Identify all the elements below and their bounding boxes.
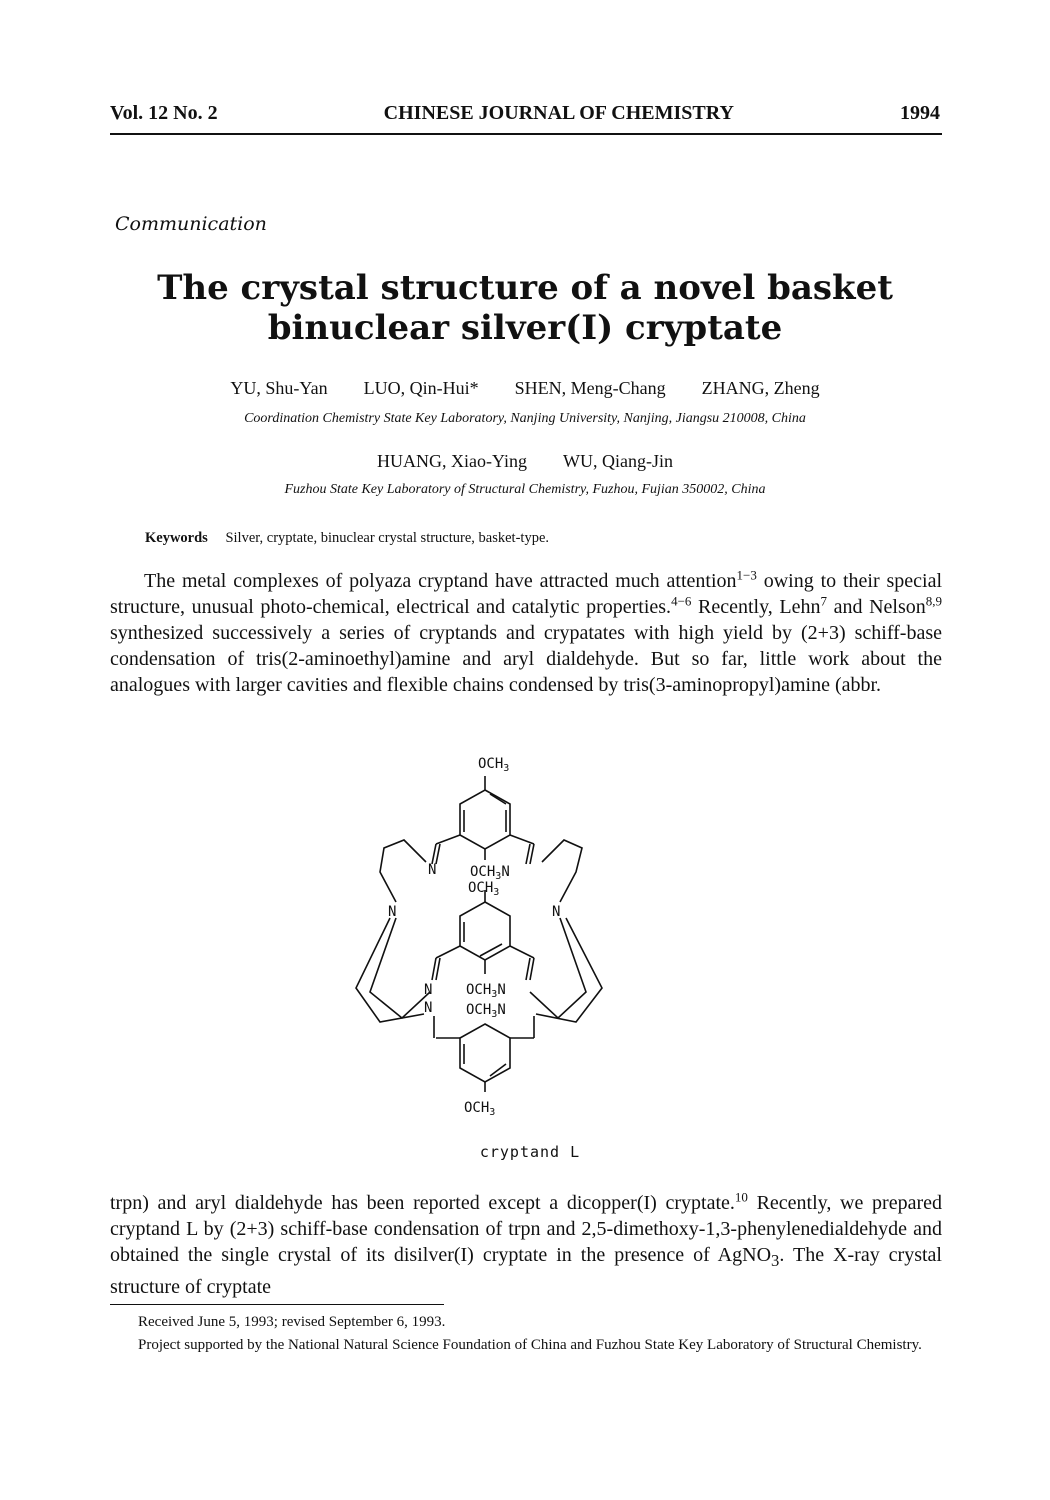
text-run: Recently, we prepared cryptand L by (2+3) schiff-base condensation of trpn and 2,5-dimethoxy-1,3-phenylenedialdehyde and obtained the single crystal of its disilver(I) cryptate in the presence of AgNO <box>110 1192 942 1266</box>
nitrogen-label: N <box>552 904 561 920</box>
nitrogen-label: N <box>424 1000 433 1016</box>
methoxy-label: $OCH_3N$ <box>466 1002 506 1020</box>
author-list-1 <box>110 378 940 399</box>
title-line-1: The crystal structure of a novel basket <box>157 268 893 308</box>
citation-ref: 1−3 <box>736 567 757 583</box>
citation-ref: 8,9 <box>925 593 942 609</box>
author-name: YU, Shu-Yan <box>230 378 328 398</box>
funding-note: Project supported by the National Natural Science Foundation of China and Fuzhou State Key Laboratory of Structural Chemistry. <box>138 1337 922 1353</box>
keywords <box>145 530 549 547</box>
title-line-2: binuclear silver(I) cryptate <box>267 308 783 348</box>
keywords-label: Keywords <box>145 530 208 546</box>
header-rule <box>110 133 942 135</box>
article-title <box>110 268 940 348</box>
affiliation-2: Fuzhou State Key Laboratory of Structural Chemistry, Fuzhou, Fujian 350002, China <box>284 482 766 497</box>
text-run: and Nelson <box>827 596 926 618</box>
subscript: 3 <box>771 1251 780 1270</box>
methoxy-label: $OCH_3$ <box>468 880 500 898</box>
methoxy-label: $OCH_3N$ <box>470 864 510 882</box>
author-name: SHEN, Meng-Chang <box>514 378 666 398</box>
affiliation-1: Coordination Chemistry State Key Laboratory, Nanjing University, Nanjing, Jiangsu 210008, China <box>244 411 806 426</box>
body-paragraph-1 <box>110 568 942 698</box>
text-run: synthesized successively a series of cryptands and crypatates with high yield by (2+3) schiff-base condensation of tris(2-aminoethyl)amine and aryl dialdehyde. But so far, little work about the analogues with larger cavities and flexible chains condensed by tris(3-aminopropyl)amine (abbr. <box>110 622 942 696</box>
methoxy-label-bottom: $OCH_3$ <box>464 1100 496 1118</box>
nitrogen-label: N <box>428 862 437 878</box>
methoxy-label: $OCH_3$ <box>478 756 510 774</box>
figure-caption: cryptand L <box>479 1143 581 1161</box>
author-list-2 <box>110 451 940 472</box>
nitrogen-label: N <box>424 982 433 998</box>
citation-ref: 10 <box>734 1189 748 1205</box>
body-paragraph-2 <box>110 1190 942 1300</box>
received-note: Received June 5, 1993; revised September 6, 1993. <box>138 1314 446 1330</box>
author-name: WU, Qiang-Jin <box>563 451 673 471</box>
cryptand-structure-figure <box>340 752 720 1092</box>
volume-number: Vol. 12 No. 2 <box>110 102 218 124</box>
author-name: LUO, Qin-Hui* <box>363 378 479 398</box>
text-run: owing to their special structure, unusual photo-chemical, electrical and catalytic properties. <box>110 570 943 618</box>
citation-ref: 7 <box>820 593 827 609</box>
publication-year: 1994 <box>899 102 940 124</box>
section-label: Communication <box>115 213 267 235</box>
footnotes <box>110 1312 942 1358</box>
citation-ref: 4−6 <box>671 593 692 609</box>
text-run: Recently, Lehn <box>691 596 821 618</box>
chemical-structure-diagram <box>340 752 720 1092</box>
footnote-rule <box>110 1304 444 1305</box>
author-name: ZHANG, Zheng <box>701 378 820 398</box>
text-run: trpn) and aryl dialdehyde has been reported except a dicopper(I) cryptate. <box>110 1192 735 1214</box>
nitrogen-label: N <box>388 904 397 920</box>
journal-name: CHINESE JOURNAL OF CHEMISTRY <box>383 102 734 124</box>
methoxy-label: $OCH_3N$ <box>466 982 506 1000</box>
running-head <box>110 102 940 125</box>
text-run: The metal complexes of polyaza cryptand have attracted much attention <box>144 570 737 592</box>
keywords-text: Silver, cryptate, binuclear crystal structure, basket-type. <box>225 530 549 546</box>
author-name: HUANG, Xiao-Ying <box>377 451 527 471</box>
text-run: . The X-ray crystal structure of cryptate <box>110 1244 942 1298</box>
